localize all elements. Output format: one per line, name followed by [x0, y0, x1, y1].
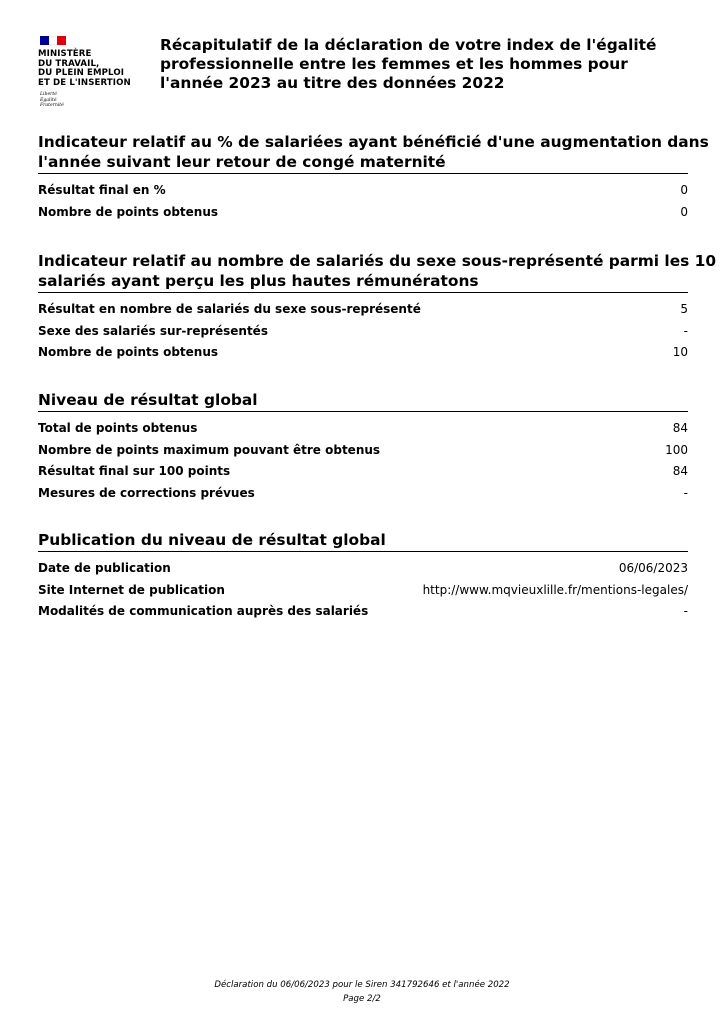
document-title-line: professionnelle entre les femmes et les hommes pour: [160, 55, 628, 73]
section-title-line: salariés ayant perçu les plus hautes rémunératons: [38, 272, 479, 290]
result-row: [38, 558, 688, 580]
row-value: 10: [672, 345, 688, 360]
result-row: [38, 418, 688, 440]
section-global-result: [38, 390, 688, 504]
document-title-line: l'année 2023 au titre des données 2022: [160, 74, 505, 92]
row-label: Site Internet de publication: [38, 582, 225, 597]
motto-line: Fraternité: [40, 102, 64, 108]
row-value: 5: [680, 302, 688, 316]
section-maternity-increase: [38, 132, 709, 223]
section-publication: [38, 530, 688, 623]
section-title: [38, 390, 688, 412]
section-title-line: Indicateur relatif au % de salariées ayant bénéficié d'une augmentation dans: [38, 133, 709, 151]
row-label: Modalités de communication auprès des salariés: [38, 604, 369, 619]
row-label: Résultat final en %: [38, 183, 166, 197]
result-row: [38, 202, 688, 224]
result-row: [38, 580, 688, 602]
row-value: 84: [672, 464, 688, 479]
row-value: 0: [680, 204, 688, 219]
row-label: Sexe des salariés sur-représentés: [38, 323, 268, 338]
result-row: [38, 483, 688, 505]
result-row: [38, 601, 688, 623]
section-title: [38, 530, 688, 552]
document-header: [38, 36, 698, 126]
section-title: [38, 251, 717, 293]
section-title-line: l'année suivant leur retour de congé maternité: [38, 153, 446, 171]
result-row: [38, 342, 688, 364]
section-highest-salaries: [38, 251, 717, 364]
ministry-logo: [38, 36, 148, 108]
row-label: Résultat en nombre de salariés du sexe sous-représenté: [38, 302, 421, 316]
result-row: [38, 321, 688, 343]
document-title: [160, 36, 700, 93]
footer-declaration: Déclaration du 06/06/2023 pour le Siren 341792646 et l'année 2022: [214, 980, 510, 990]
page-footer: [0, 978, 724, 1006]
ministry-line: MINISTÈRE: [38, 49, 92, 59]
section-title-line: Publication du niveau de résultat global: [38, 531, 386, 549]
result-row: [38, 299, 688, 321]
row-label: Résultat final sur 100 points: [38, 464, 231, 479]
row-value: 06/06/2023: [618, 561, 688, 575]
row-label: Date de publication: [38, 561, 171, 575]
section-title-line: Indicateur relatif au nombre de salariés du sexe sous-représenté parmi les 10: [38, 252, 717, 270]
section-title-line: Niveau de résultat global: [38, 391, 258, 409]
section-title: [38, 132, 709, 174]
document-title-line: Récapitulatif de la déclaration de votre index de l'égalité: [160, 36, 657, 54]
row-value: 84: [672, 421, 688, 435]
result-row: [38, 440, 688, 462]
row-value: -: [683, 323, 688, 338]
row-value: 0: [680, 183, 688, 197]
ministry-line: DU PLEIN EMPLOI: [38, 68, 125, 79]
publication-url[interactable]: http://www.mqvieuxlille.fr/mentions-legales/: [422, 582, 688, 597]
row-label: Mesures de corrections prévues: [38, 485, 255, 500]
page-number: Page 2/2: [343, 994, 381, 1004]
row-value: 100: [665, 442, 688, 457]
motto-line: Égalité: [40, 97, 57, 103]
row-value: -: [683, 604, 688, 619]
result-row: [38, 461, 688, 483]
row-label: Nombre de points maximum pouvant être obtenus: [38, 442, 381, 457]
ministry-name: [38, 50, 148, 88]
row-value: -: [683, 485, 688, 500]
french-flag-icon: [40, 36, 66, 45]
ministry-line: ET DE L'INSERTION: [38, 77, 131, 88]
row-label: Nombre de points obtenus: [38, 204, 219, 219]
result-row: [38, 180, 688, 202]
row-label: Nombre de points obtenus: [38, 345, 219, 360]
republic-motto: [40, 92, 148, 108]
row-label: Total de points obtenus: [38, 421, 198, 435]
ministry-line: DU TRAVAIL,: [38, 58, 100, 69]
motto-line: Liberté: [40, 92, 57, 98]
